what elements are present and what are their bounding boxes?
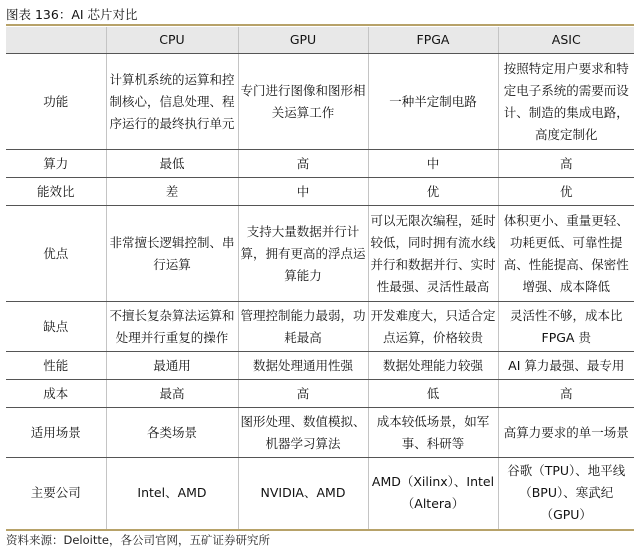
table-row bbox=[6, 408, 634, 458]
row-label: 适用场景 bbox=[6, 408, 106, 458]
ai-chip-comparison-table bbox=[6, 27, 634, 531]
table-row bbox=[6, 380, 634, 408]
cell-fpga: 中 bbox=[368, 150, 498, 178]
row-label: 主要公司 bbox=[6, 458, 106, 530]
cell-cpu: 最高 bbox=[106, 380, 238, 408]
cell-cpu: Intel、AMD bbox=[106, 458, 238, 530]
cell-gpu: 高 bbox=[238, 380, 368, 408]
table-row bbox=[6, 54, 634, 150]
cell-asic: 优 bbox=[498, 178, 634, 206]
row-label: 优点 bbox=[6, 206, 106, 302]
cell-asic: AI 算力最强、最专用 bbox=[498, 352, 634, 380]
row-label: 性能 bbox=[6, 352, 106, 380]
cell-asic: 谷歌（TPU）、地平线（BPU）、寒武纪（GPU） bbox=[498, 458, 634, 530]
row-label: 功能 bbox=[6, 54, 106, 150]
cell-asic: 高 bbox=[498, 380, 634, 408]
header-asic: ASIC bbox=[498, 27, 634, 54]
cell-asic: 高算力要求的单一场景 bbox=[498, 408, 634, 458]
table-row bbox=[6, 352, 634, 380]
table-row bbox=[6, 206, 634, 302]
header-row bbox=[6, 27, 634, 54]
row-label: 缺点 bbox=[6, 302, 106, 352]
cell-gpu: 图形处理、数值模拟、机器学习算法 bbox=[238, 408, 368, 458]
cell-cpu: 不擅长复杂算法运算和处理并行重复的操作 bbox=[106, 302, 238, 352]
cell-gpu: 高 bbox=[238, 150, 368, 178]
cell-asic: 高 bbox=[498, 150, 634, 178]
row-label: 算力 bbox=[6, 150, 106, 178]
cell-fpga: 低 bbox=[368, 380, 498, 408]
header-cpu: CPU bbox=[106, 27, 238, 54]
cell-cpu: 最通用 bbox=[106, 352, 238, 380]
cell-fpga: 一种半定制电路 bbox=[368, 54, 498, 150]
cell-gpu: 支持大量数据并行计算，拥有更高的浮点运算能力 bbox=[238, 206, 368, 302]
cell-asic: 按照特定用户要求和特定电子系统的需要而设计、制造的集成电路，高度定制化 bbox=[498, 54, 634, 150]
cell-gpu: NVIDIA、AMD bbox=[238, 458, 368, 530]
cell-gpu: 中 bbox=[238, 178, 368, 206]
cell-asic: 灵活性不够，成本比FPGA 贵 bbox=[498, 302, 634, 352]
cell-cpu: 最低 bbox=[106, 150, 238, 178]
cell-gpu: 专门进行图像和图形相关运算工作 bbox=[238, 54, 368, 150]
cell-fpga: 数据处理能力较强 bbox=[368, 352, 498, 380]
table-row bbox=[6, 150, 634, 178]
table-row bbox=[6, 302, 634, 352]
figure-caption: 图表 136：AI 芯片对比 bbox=[6, 4, 634, 26]
table-row bbox=[6, 178, 634, 206]
cell-gpu: 数据处理通用性强 bbox=[238, 352, 368, 380]
cell-fpga: 成本较低场景，如军事、科研等 bbox=[368, 408, 498, 458]
table-row bbox=[6, 458, 634, 530]
row-label: 成本 bbox=[6, 380, 106, 408]
cell-fpga: AMD（Xilinx）、Intel（Altera） bbox=[368, 458, 498, 530]
header-gpu: GPU bbox=[238, 27, 368, 54]
cell-cpu: 非常擅长逻辑控制、串行运算 bbox=[106, 206, 238, 302]
cell-fpga: 优 bbox=[368, 178, 498, 206]
cell-asic: 体积更小、重量更轻、功耗更低、可靠性提高、性能提高、保密性增强、成本降低 bbox=[498, 206, 634, 302]
cell-cpu: 各类场景 bbox=[106, 408, 238, 458]
cell-fpga: 可以无限次编程，延时较低，同时拥有流水线并行和数据并行、实时性最强、灵活性最高 bbox=[368, 206, 498, 302]
cell-gpu: 管理控制能力最弱，功耗最高 bbox=[238, 302, 368, 352]
row-label: 能效比 bbox=[6, 178, 106, 206]
cell-fpga: 开发难度大，只适合定点运算，价格较贵 bbox=[368, 302, 498, 352]
header-corner bbox=[6, 27, 106, 54]
header-fpga: FPGA bbox=[368, 27, 498, 54]
cell-cpu: 差 bbox=[106, 178, 238, 206]
source-note: 资料来源：Deloitte，各公司官网，五矿证券研究所 bbox=[6, 533, 270, 547]
cell-cpu: 计算机系统的运算和控制核心，信息处理、程序运行的最终执行单元 bbox=[106, 54, 238, 150]
